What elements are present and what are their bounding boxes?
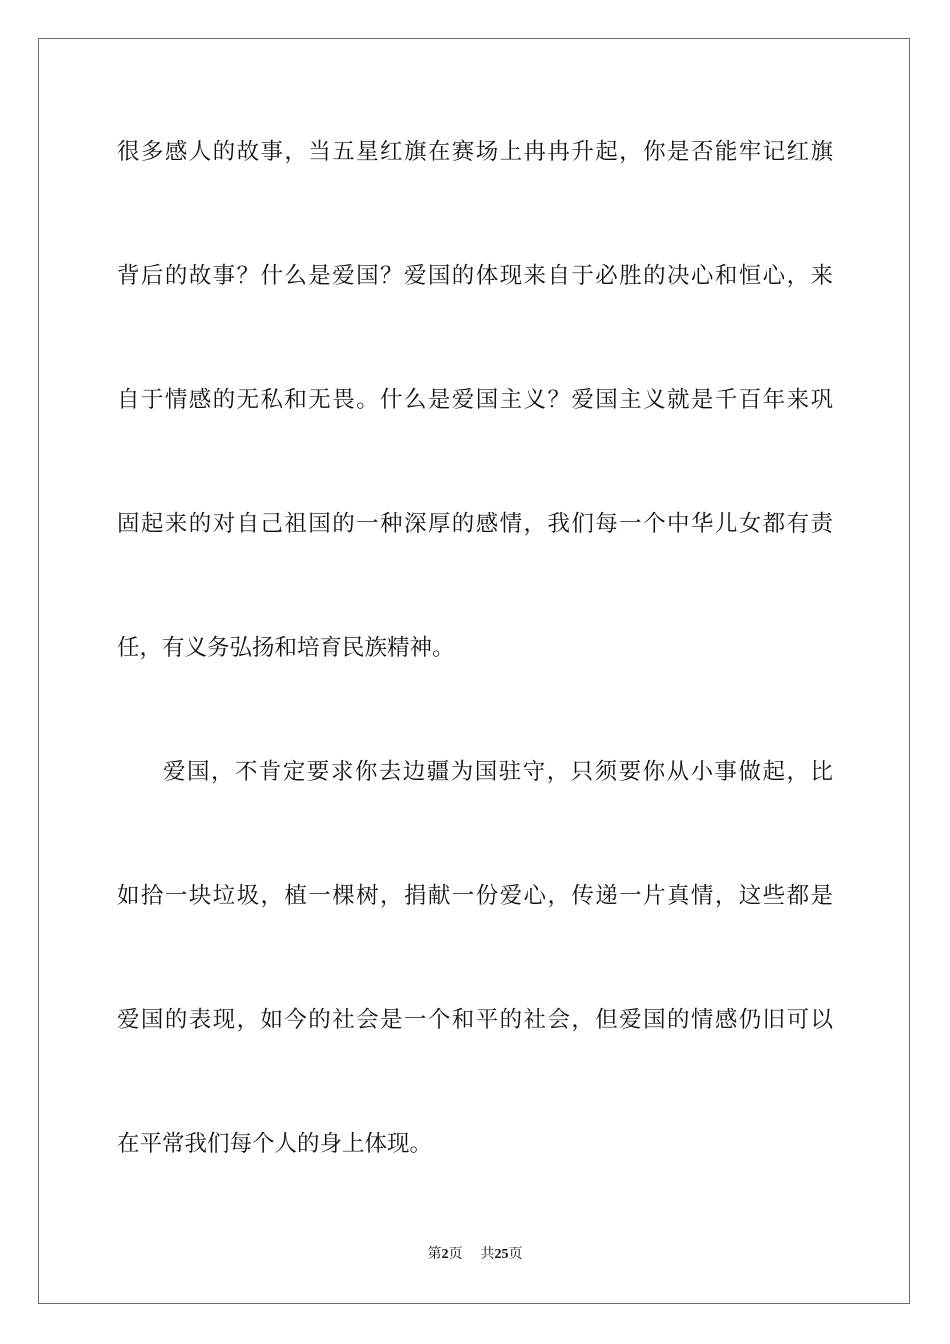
text-line-1: 很多感人的故事，当五星红旗在赛场上冉冉升起，你是否能牢记红旗: [117, 139, 833, 165]
text-line-7: 如拾一块垃圾，植一棵树，捐献一份爱心，传递一片真情，这些都是: [117, 883, 833, 909]
text-line-6-paragraph-start: 爱国，不肯定要求你去边疆为国驻守，只须要你从小事做起，比: [163, 759, 833, 785]
footer-page-suffix: 页: [448, 1247, 463, 1262]
footer-total-pages: 25: [494, 1247, 509, 1262]
text-line-4: 固起来的对自己祖国的一种深厚的感情，我们每一个中华儿女都有责: [117, 511, 833, 537]
text-line-9: 在平常我们每个人的身上体现。: [117, 1131, 433, 1157]
page-border: [38, 38, 910, 1304]
footer-page-number: 2: [441, 1247, 449, 1262]
text-line-8: 爱国的表现，如今的社会是一个和平的社会，但爱国的情感仍旧可以: [117, 1007, 833, 1033]
text-line-2: 背后的故事？什么是爱国？爱国的体现来自于必胜的决心和恒心，来: [117, 263, 833, 289]
text-line-5: 任，有义务弘扬和培育民族精神。: [117, 635, 455, 661]
footer-total-suffix: 页: [508, 1247, 523, 1262]
text-line-3: 自于情感的无私和无畏。什么是爱国主义？爱国主义就是千百年来巩: [117, 387, 833, 413]
page-footer: [0, 1246, 950, 1264]
footer-total-prefix: 共: [480, 1247, 495, 1262]
footer-page-prefix: 第: [427, 1247, 442, 1262]
